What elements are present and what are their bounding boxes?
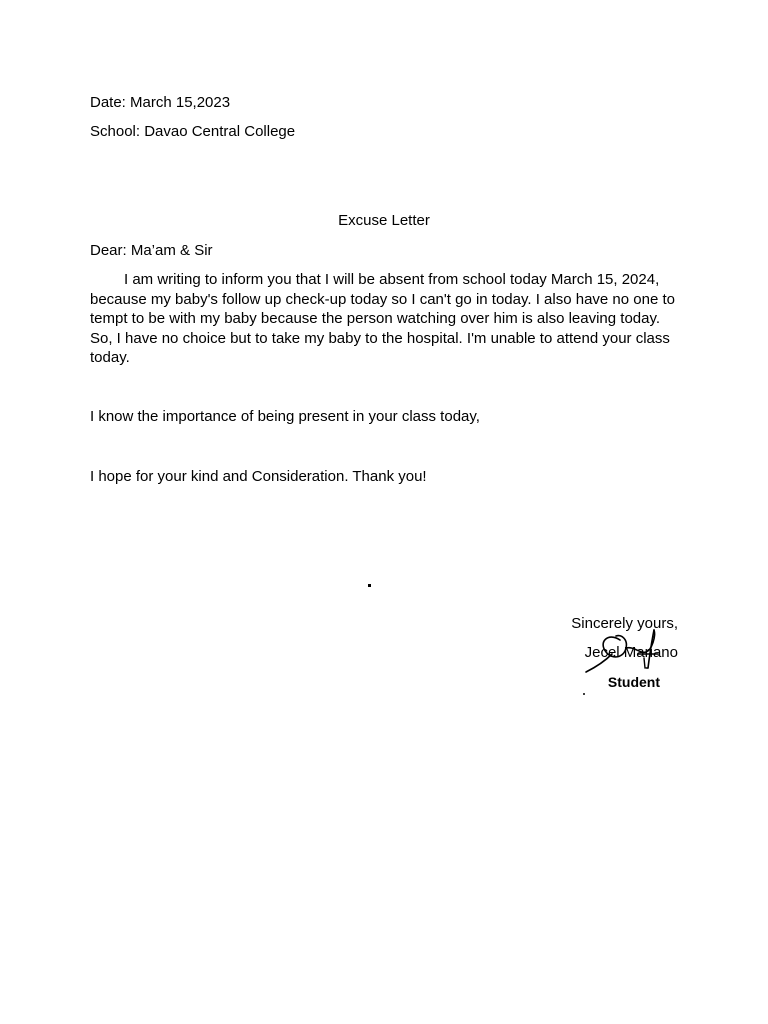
sincerely-yours: Sincerely yours, <box>571 615 678 632</box>
letter-date: Date: March 15,2023 <box>90 94 231 111</box>
letter-title: Excuse Letter <box>338 212 430 229</box>
signer-role: Student <box>607 674 660 690</box>
letter-body: I am writing to inform you that I will be absent from school today March 15, 2024, because my baby's follow up check-up today so I can't go in today. I also have no one to tempt to be with my baby because the person watching over him is also leaving today. So, I have no choice but to take my baby to the hospital. I'm unable to attend your class today. <box>90 271 675 366</box>
stray-dot-mark <box>368 584 371 587</box>
letter-closing-line: I hope for your kind and Consideration. Thank you! <box>90 468 427 485</box>
signer-name: Jecel Mariano <box>584 644 678 661</box>
letter-school: School: Davao Central College <box>90 123 296 140</box>
letter-salutation: Dear: Ma’am & Sir <box>90 242 213 259</box>
handwritten-signature <box>580 624 670 699</box>
letter-importance-line: I know the importance of being present in your class today, <box>90 408 480 425</box>
